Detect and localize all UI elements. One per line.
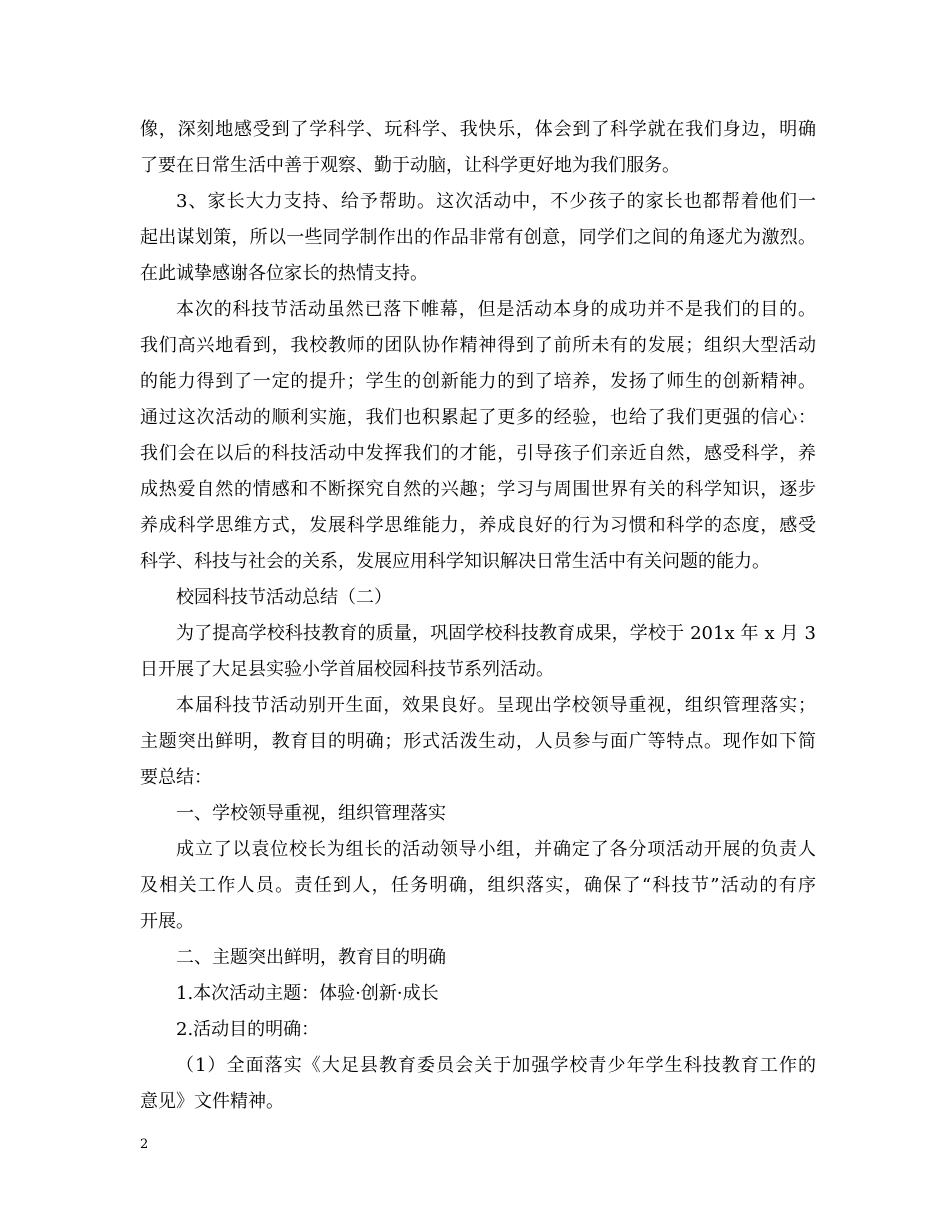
body-line: 通过这次活动的顺利实施，我们也积累起了更多的经验，也给了我们更强的信心： (140, 407, 816, 428)
section-heading: 二、主题突出鲜明，教育目的明确 (176, 947, 446, 968)
body-line: 本次的科技节活动虽然已落下帷幕，但是活动本身的成功并不是我们的目的。 (176, 299, 816, 320)
body-line: 意见》文件精神。 (140, 1091, 284, 1112)
body-line: 及相关工作人员。责任到人，任务明确，组织落实，确保了“科技节”活动的有序 (140, 875, 816, 896)
body-line: 为了提高学校科技教育的质量，巩固学校科技教育成果，学校于 201x 年 x 月 3 (176, 623, 816, 644)
body-line: 起出谋划策，所以一些同学制作出的作品非常有创意，同学们之间的角逐尤为激烈。 (140, 227, 816, 248)
body-line: 成热爱自然的情感和不断探究自然的兴趣；学习与周围世界有关的科学知识，逐步 (140, 479, 816, 500)
body-line: 日开展了大足县实验小学首届校园科技节系列活动。 (140, 659, 554, 680)
body-line: 的能力得到了一定的提升；学生的创新能力的到了培养，发扬了师生的创新精神。 (140, 371, 816, 392)
body-line: 主题突出鲜明，教育目的明确；形式活泼生动，人员参与面广等特点。现作如下简 (140, 731, 816, 752)
page-number: 2 (140, 1137, 149, 1152)
body-line: 成立了以袁位校长为组长的活动领导小组，并确定了各分项活动开展的负责人 (176, 839, 816, 860)
list-item: 1.本次活动主题：体验·创新·成长 (176, 983, 439, 1004)
document-body (140, 112, 816, 1120)
body-line: 我们会在以后的科技活动中发挥我们的才能，引导孩子们亲近自然，感受科学，养 (140, 443, 816, 464)
body-line: 在此诚挚感谢各位家长的热情支持。 (140, 263, 428, 284)
body-line: 养成科学思维方式，发展科学思维能力，养成良好的行为习惯和科学的态度，感受 (140, 515, 816, 536)
body-line: 开展。 (140, 911, 194, 932)
body-line: 3、家长大力支持、给予帮助。这次活动中，不少孩子的家长也都帮着他们一 (176, 191, 816, 212)
section-heading: 一、学校领导重视，组织管理落实 (176, 803, 446, 824)
list-item: （1）全面落实《大足县教育委员会关于加强学校青少年学生科技教育工作的 (176, 1055, 816, 1076)
body-line: 了要在日常生活中善于观察、勤于动脑，让科学更好地为我们服务。 (140, 155, 680, 176)
body-line: 像，深刻地感受到了学科学、玩科学、我快乐，体会到了科学就在我们身边，明确 (140, 119, 816, 140)
body-line: 本届科技节活动别开生面，效果良好。呈现出学校领导重视，组织管理落实； (176, 695, 816, 716)
body-line: 我们高兴地看到，我校教师的团队协作精神得到了前所未有的发展；组织大型活动 (140, 335, 816, 356)
body-line: 要总结： (140, 767, 212, 788)
list-item: 2.活动目的明确： (176, 1019, 320, 1040)
section-heading: 校园科技节活动总结（二） (176, 587, 392, 608)
body-line: 科学、科技与社会的关系，发展应用科学知识解决日常生活中有关问题的能力。 (140, 551, 770, 572)
